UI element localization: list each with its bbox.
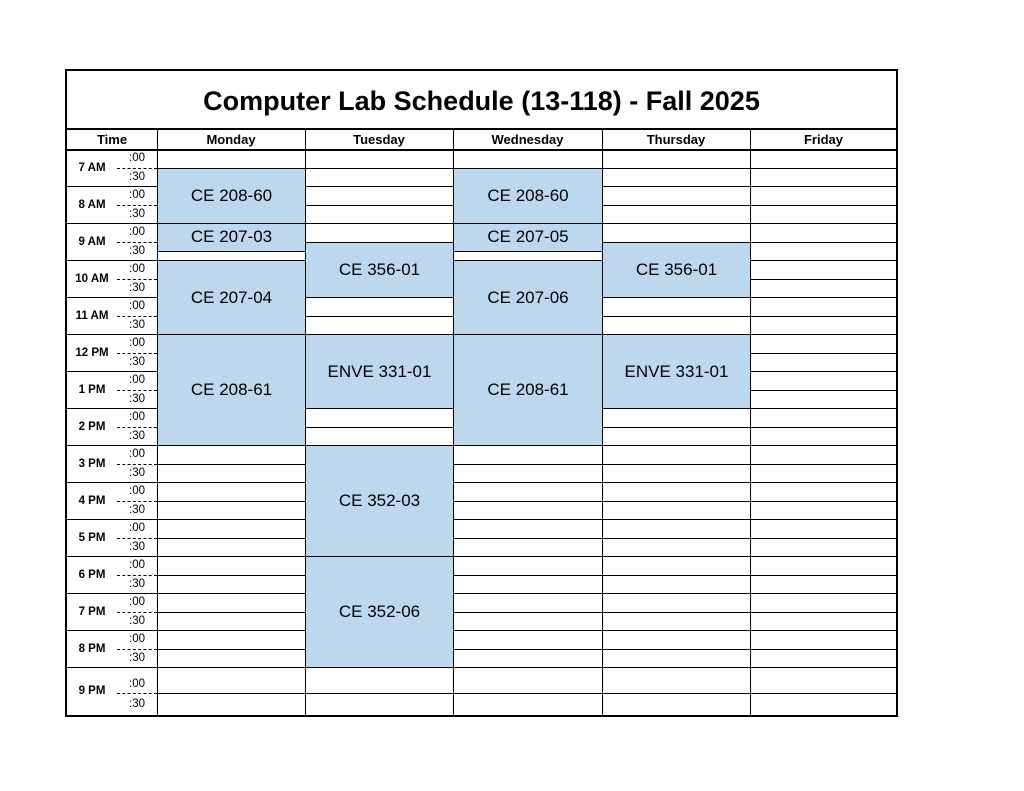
minute-label: :00 (129, 678, 145, 690)
half-hour-rule (157, 693, 897, 694)
hour-label: 9 AM (78, 235, 106, 248)
class-label: CE 356-01 (635, 259, 718, 279)
minute-label: :00 (129, 226, 145, 238)
header-friday: Friday (803, 132, 843, 147)
hour-rule (67, 667, 897, 668)
hour-label: 5 PM (78, 531, 106, 544)
half-hour-dash (117, 575, 157, 576)
hour-rule (67, 630, 897, 631)
class-block[interactable] (157, 334, 306, 446)
minute-label: :00 (129, 374, 145, 386)
minute-label: :30 (129, 503, 145, 516)
class-label: CE 208-60 (487, 185, 569, 205)
hour-label: 12 PM (75, 346, 109, 359)
minute-label: :00 (129, 596, 145, 608)
header-monday: Monday (206, 132, 256, 147)
hour-label: 8 PM (78, 642, 106, 655)
minute-label: :00 (129, 300, 145, 312)
half-hour-dash (117, 279, 157, 280)
class-label: CE 207-05 (487, 227, 569, 247)
minute-label: :30 (129, 466, 145, 479)
hour-rule (67, 556, 897, 557)
minute-label: :30 (129, 392, 145, 405)
class-label: CE 207-03 (190, 227, 273, 247)
class-label: CE 208-61 (487, 380, 569, 399)
minute-label: :30 (129, 207, 145, 220)
minute-label: :30 (129, 577, 145, 590)
half-hour-dash (117, 316, 157, 317)
class-block[interactable] (602, 334, 751, 409)
minute-label: :30 (129, 355, 145, 368)
half-hour-rule (157, 464, 897, 465)
half-hour-dash (117, 427, 157, 428)
hour-label: 4 PM (78, 494, 106, 507)
header-wednesday: Wednesday (491, 132, 564, 147)
header-thursday: Thursday (646, 132, 706, 147)
class-label: CE 207-06 (487, 287, 569, 307)
half-hour-rule (157, 538, 897, 539)
minute-label: :30 (129, 170, 145, 183)
minute-label: :30 (129, 651, 145, 664)
minute-label: :30 (129, 698, 145, 710)
minute-label: :00 (129, 522, 145, 534)
hour-label: 8 AM (78, 198, 106, 211)
half-hour-dash (117, 205, 157, 206)
class-block[interactable] (453, 334, 603, 446)
half-hour-dash (117, 464, 157, 465)
half-hour-rule (157, 575, 897, 576)
minute-label: :00 (129, 485, 145, 497)
half-hour-rule (157, 649, 897, 650)
header-rule (67, 149, 897, 151)
class-label: CE 352-03 (338, 491, 421, 510)
half-hour-dash (117, 612, 157, 613)
class-label: CE 208-61 (190, 380, 273, 399)
minute-label: :30 (129, 318, 145, 331)
half-hour-rule (157, 501, 897, 502)
minute-label: :00 (129, 189, 145, 201)
hour-label: 2 PM (78, 420, 106, 433)
page-title: Computer Lab Schedule (13-118) - Fall 2025 (67, 71, 896, 130)
class-block[interactable] (453, 260, 603, 335)
class-block[interactable] (305, 242, 454, 299)
header-tuesday: Tuesday (353, 132, 405, 147)
hour-rule (67, 593, 897, 594)
minute-label: :00 (129, 411, 145, 423)
minute-label: :00 (129, 633, 145, 645)
column-divider (750, 130, 751, 715)
minute-label: :30 (129, 540, 145, 553)
half-hour-dash (117, 501, 157, 502)
minute-label: :30 (129, 429, 145, 442)
minute-label: :00 (129, 337, 145, 349)
half-hour-dash (117, 242, 157, 243)
hour-rule (67, 482, 897, 483)
class-block[interactable] (305, 334, 454, 409)
hour-label: 1 PM (78, 383, 106, 396)
minute-label: :30 (129, 244, 145, 257)
half-hour-dash (117, 390, 157, 391)
class-block[interactable] (602, 242, 751, 299)
class-block[interactable] (305, 556, 454, 668)
class-block[interactable] (157, 260, 306, 335)
class-block[interactable] (157, 223, 306, 252)
half-hour-dash (117, 649, 157, 650)
class-block[interactable] (305, 445, 454, 557)
class-block[interactable] (453, 168, 603, 225)
hour-label: 9 PM (78, 685, 106, 697)
half-hour-rule (157, 612, 897, 613)
hour-label: 6 PM (78, 568, 106, 581)
class-label: ENVE 331-01 (327, 361, 432, 381)
half-hour-dash (117, 538, 157, 539)
hour-label: 11 AM (75, 309, 109, 322)
class-label: CE 208-60 (190, 185, 273, 205)
class-block[interactable] (453, 223, 603, 252)
minute-label: :30 (129, 614, 145, 627)
minute-label: :00 (129, 152, 145, 164)
class-block[interactable] (157, 168, 306, 225)
class-label: CE 352-06 (338, 602, 421, 621)
hour-label: 10 AM (75, 272, 109, 285)
header-time: Time (96, 132, 128, 147)
half-hour-dash (117, 168, 157, 169)
hour-label: 7 AM (78, 161, 106, 174)
half-hour-dash (117, 353, 157, 354)
minute-label: :00 (129, 448, 145, 460)
minute-label: :00 (129, 263, 145, 275)
class-label: ENVE 331-01 (624, 361, 729, 381)
hour-label: 7 PM (78, 605, 106, 618)
minute-label: :30 (129, 281, 145, 294)
hour-rule (67, 519, 897, 520)
half-hour-dash (117, 693, 157, 694)
hour-label: 3 PM (78, 457, 106, 470)
schedule-sheet (65, 69, 898, 717)
minute-label: :00 (129, 559, 145, 571)
class-label: CE 207-04 (190, 287, 273, 307)
class-label: CE 356-01 (338, 259, 421, 279)
